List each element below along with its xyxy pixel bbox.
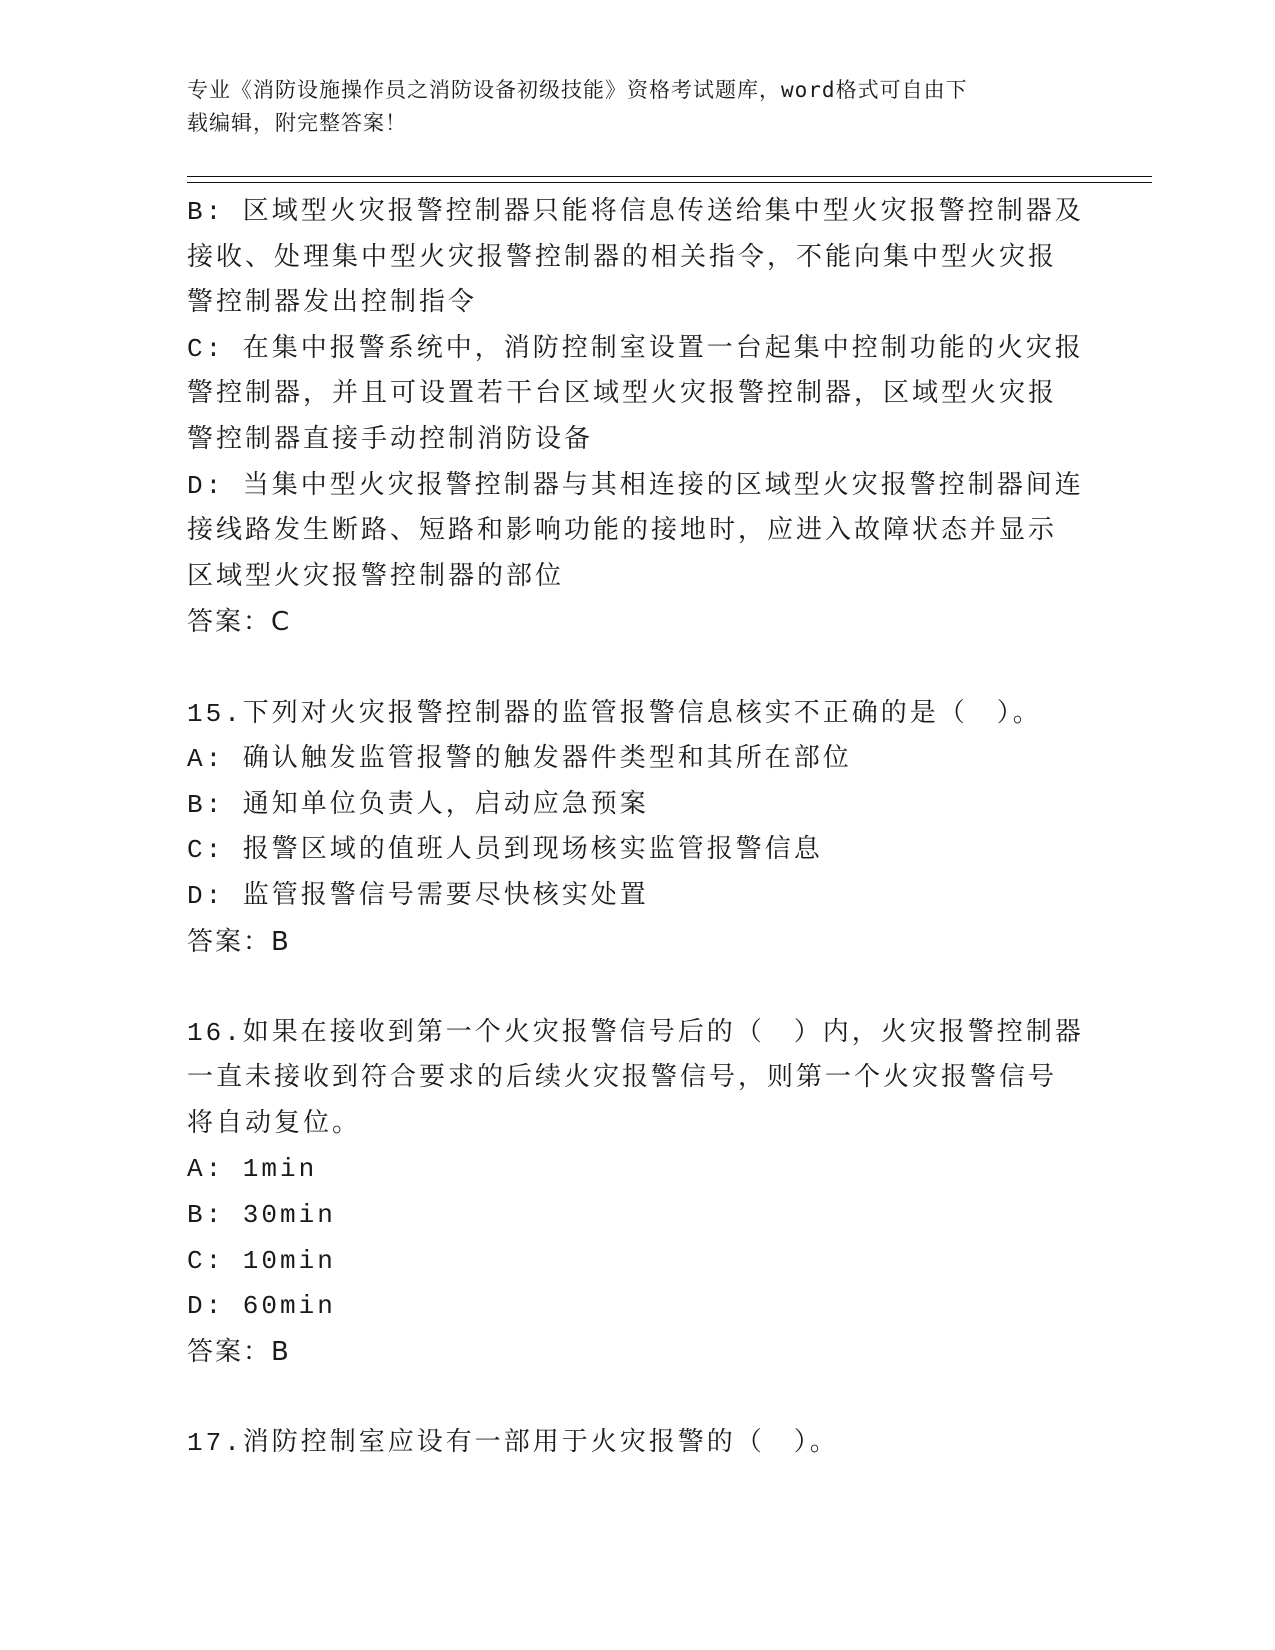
- option-line: C: 在集中报警系统中，消防控制室设置一台起集中控制功能的火灾报: [187, 333, 1084, 364]
- question-15-stem: 15.下列对火灾报警控制器的监管报警信息核实不正确的是（ ）。: [187, 698, 1042, 729]
- prev-question-option-c: [187, 327, 1087, 464]
- header-line-1: 专业《消防设施操作员之消防设备初级技能》资格考试题库，word格式可自由下: [187, 78, 968, 102]
- header-divider-top: [187, 176, 1152, 177]
- question-15-option-c: C: 报警区域的值班人员到现场核实监管报警信息: [187, 835, 823, 866]
- document-body: [187, 190, 1087, 1467]
- question-16-stem: [187, 1011, 1087, 1148]
- question-16-option-d: D: 60min: [187, 1291, 336, 1322]
- header-line-2: 载编辑，附完整答案！: [187, 111, 407, 135]
- prev-question-option-b: [187, 190, 1087, 327]
- question-16-answer: 答案：B: [187, 1336, 291, 1367]
- option-line: B: 区域型火灾报警控制器只能将信息传送给集中型火灾报警控制器及: [187, 197, 1084, 227]
- stem-line: 一直未接收到符合要求的后续火灾报警信号，则第一个火灾报警信号: [187, 1063, 1058, 1094]
- option-line: 警控制器直接手动控制消防设备: [187, 424, 594, 455]
- question-16-option-c: C: 10min: [187, 1245, 336, 1276]
- spacer: [187, 965, 1087, 1011]
- option-line: 警控制器，并且可设置若干台区域型火灾报警控制器，区域型火灾报: [187, 379, 1058, 410]
- option-line: 警控制器发出控制指令: [187, 288, 478, 319]
- option-line: 接收、处理集中型火灾报警控制器的相关指令，不能向集中型火灾报: [187, 242, 1058, 273]
- option-line: 接线路发生断路、短路和影响功能的接地时，应进入故障状态并显示: [187, 516, 1058, 547]
- question-15-option-a: A: 确认触发监管报警的触发器件类型和其所在部位: [187, 744, 852, 775]
- question-15-option-d: D: 监管报警信号需要尽快核实处置: [187, 880, 649, 911]
- stem-line: 16.如果在接收到第一个火灾报警信号后的（ ）内，火灾报警控制器: [187, 1017, 1084, 1048]
- question-17-stem: 17.消防控制室应设有一部用于火灾报警的（ ）。: [187, 1428, 839, 1459]
- question-16-option-a: A: 1min: [187, 1154, 318, 1185]
- prev-question-answer: 答案：C: [187, 607, 292, 638]
- question-15-option-b: B: 通知单位负责人，启动应急预案: [187, 789, 649, 820]
- spacer: [187, 646, 1087, 692]
- prev-question-option-d: [187, 464, 1087, 601]
- question-15-answer: 答案：B: [187, 926, 291, 957]
- question-16-option-b: B: 30min: [187, 1200, 336, 1231]
- header-divider-bottom: [187, 182, 1152, 183]
- option-line: 区域型火灾报警控制器的部位: [187, 561, 565, 592]
- document-header: [187, 74, 1067, 140]
- spacer: [187, 1375, 1087, 1421]
- option-line: D: 当集中型火灾报警控制器与其相连接的区域型火灾报警控制器间连: [187, 470, 1084, 501]
- stem-line: 将自动复位。: [187, 1108, 362, 1139]
